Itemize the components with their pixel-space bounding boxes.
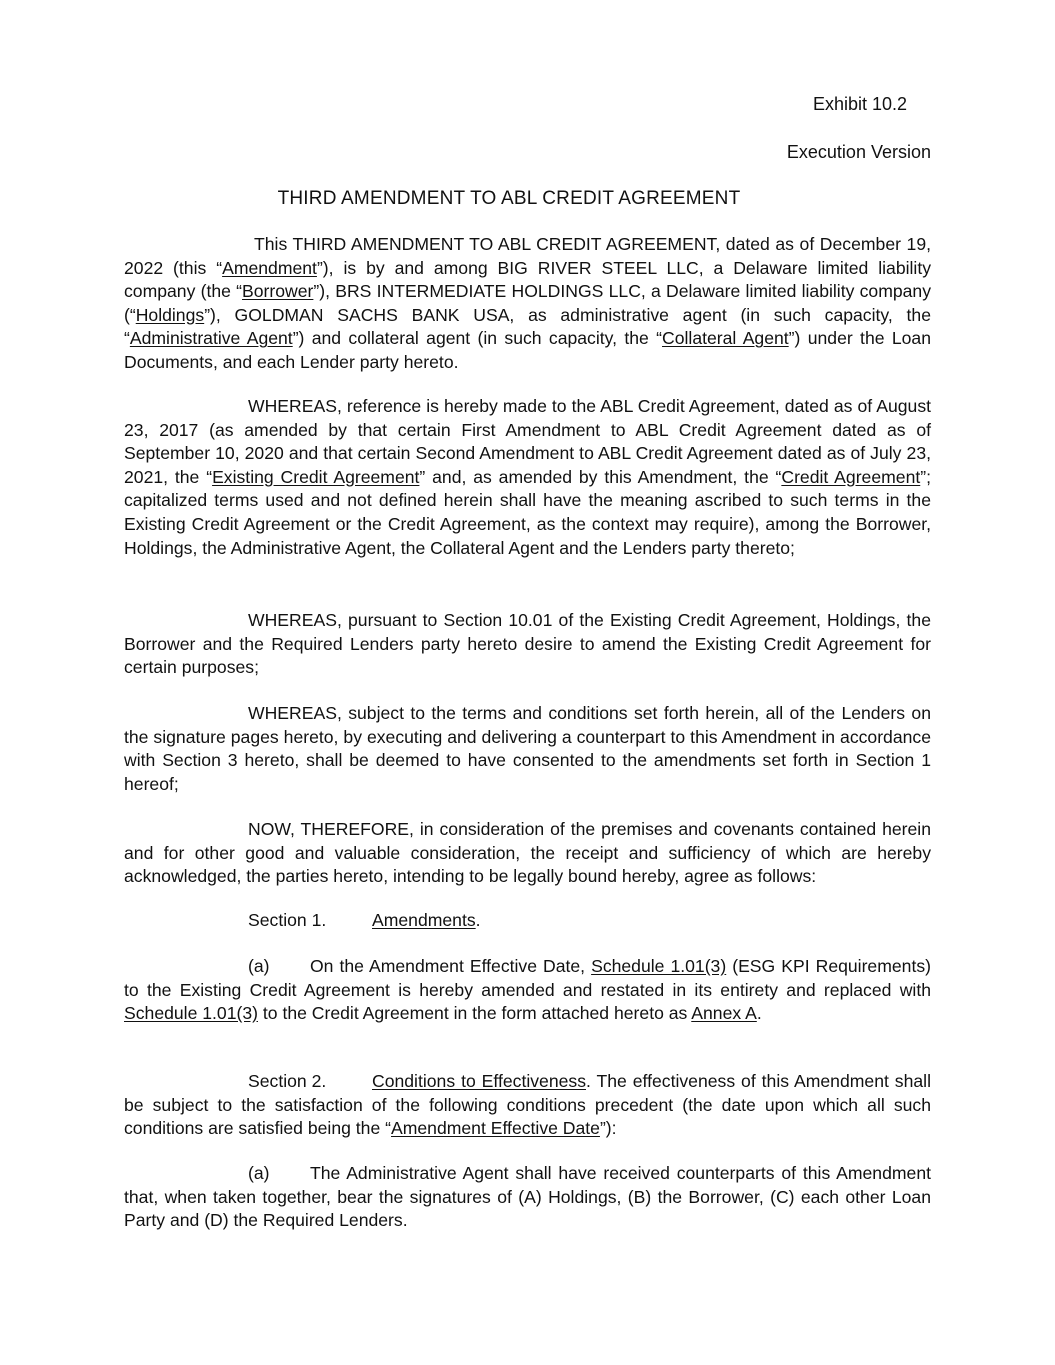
defined-term-collateral-agent: Collateral Agent: [662, 328, 789, 349]
whereas-text: WHEREAS, reference is hereby made to the ABL Credit Agreement, dated as of August 23, 2017 (as amended by that certain First Amendment to ABL Credit Agreement dated as of September 10, 2020 and that certain Second Amendment to ABL Credit Agreement dated as of July 23, 2021, the “: [124, 396, 931, 487]
section-number: Section 1.: [248, 910, 327, 930]
whereas-paragraph-3: [124, 702, 931, 796]
section-1-heading: [124, 909, 931, 933]
intro-text: This THIRD AMENDMENT TO ABL CREDIT AGREEMENT, dated as of December 19, 2022 (this “: [124, 234, 931, 278]
intro-paragraph: [124, 233, 931, 375]
section-1-a-paragraph: [124, 955, 931, 1026]
schedule-reference: Schedule 1.01(3): [591, 956, 727, 976]
clause-text: .: [756, 1003, 762, 1024]
now-therefore-paragraph: [124, 818, 931, 889]
section-2-paragraph: [124, 1070, 931, 1141]
section-text: . The effectiveness of this Amendment shall be subject to the satisfaction of the following conditions precedent (the date upon which all such conditions are satisfied being the “: [124, 1071, 931, 1139]
whereas-paragraph-2: [124, 609, 931, 680]
clause-text: to the Credit Agreement in the form attached hereto as: [258, 1003, 692, 1024]
annex-reference: Annex A: [691, 1003, 757, 1024]
intro-text: ”), is by and among BIG RIVER STEEL LLC, a Delaware limited liability company (the “: [124, 257, 932, 302]
section-heading: Conditions to Effectiveness: [372, 1071, 586, 1091]
clause-text: The Administrative Agent shall have received counterparts of this Amendment that, when taken together, bear the signatures of (A) Holdings, (B) the Borrower, (C) each other Loan Party and (D) the Required Lenders.: [124, 1163, 931, 1231]
intro-text: ”), GOLDMAN SACHS BANK USA, as administrative agent (in such capacity, the “: [124, 304, 931, 349]
clause-label: (a): [248, 1163, 270, 1183]
exhibit-label: Exhibit 10.2: [812, 94, 907, 114]
defined-term-holdings: Holdings: [135, 304, 205, 325]
section-heading: Amendments: [372, 910, 476, 930]
defined-term-credit-agreement: Credit Agreement: [781, 466, 921, 487]
clause-text: On the Amendment Effective Date,: [310, 956, 592, 976]
whereas-text: WHEREAS, subject to the terms and conditions set forth herein, all of the Lenders on the signature pages hereto, by executing and delivering a counterpart to this Amendment in accordance with Section 3 hereto, shall be deemed to have consented to the amendments set forth in Section 1 hereof;: [124, 703, 931, 794]
defined-term-existing-credit-agreement: Existing Credit Agreement: [212, 466, 420, 487]
section-2-a-paragraph: [124, 1162, 931, 1233]
section-text: ”):: [599, 1118, 617, 1139]
section-number: Section 2.: [248, 1071, 327, 1091]
defined-term-amendment: Amendment: [222, 257, 317, 278]
intro-text: ”) and collateral agent (in such capacity, the “: [292, 328, 663, 349]
whereas-text: WHEREAS, pursuant to Section 10.01 of the Existing Credit Agreement, Holdings, the Borrower and the Required Lenders party hereto desire to amend the Existing Credit Agreement for certain purposes;: [124, 610, 931, 678]
whereas-text: ” and, as amended by this Amendment, the “: [419, 466, 782, 487]
whereas-paragraph-1: [124, 395, 931, 560]
section-heading-punct: .: [475, 910, 481, 930]
whereas-text: ”; capitalized terms used and not defined herein shall have the meaning ascribed to such terms in the Existing Credit Agreement or the Credit Agreement, as the context may require), among the Borrower, Holdings, the Administrative Agent, the Collateral Agent and the Lenders party thereto;: [124, 466, 931, 558]
clause-text: (ESG KPI Requirements) to the Existing Credit Agreement is hereby amended and restated in its entirety and replaced with: [124, 956, 931, 1000]
intro-text: ”), BRS INTERMEDIATE HOLDINGS LLC, a Delaware limited liability company (“: [124, 281, 932, 325]
intro-text: ”) under the Loan Documents, and each Lender party hereto.: [124, 328, 931, 372]
schedule-reference: Schedule 1.01(3): [124, 1003, 258, 1024]
defined-term-borrower: Borrower: [242, 281, 314, 302]
now-therefore-text: NOW, THEREFORE, in consideration of the premises and covenants contained herein and for other good and valuable consideration, the receipt and sufficiency of which are hereby acknowledged, the parties hereto, intending to be legally bound hereby, agree as follows:: [124, 819, 931, 887]
clause-label: (a): [248, 956, 270, 976]
version-label: Execution Version: [786, 142, 931, 162]
defined-term-administrative-agent: Administrative Agent: [129, 328, 293, 349]
document-title: THIRD AMENDMENT TO ABL CREDIT AGREEMENT: [277, 188, 741, 209]
defined-term-amendment-effective-date: Amendment Effective Date: [391, 1118, 600, 1139]
